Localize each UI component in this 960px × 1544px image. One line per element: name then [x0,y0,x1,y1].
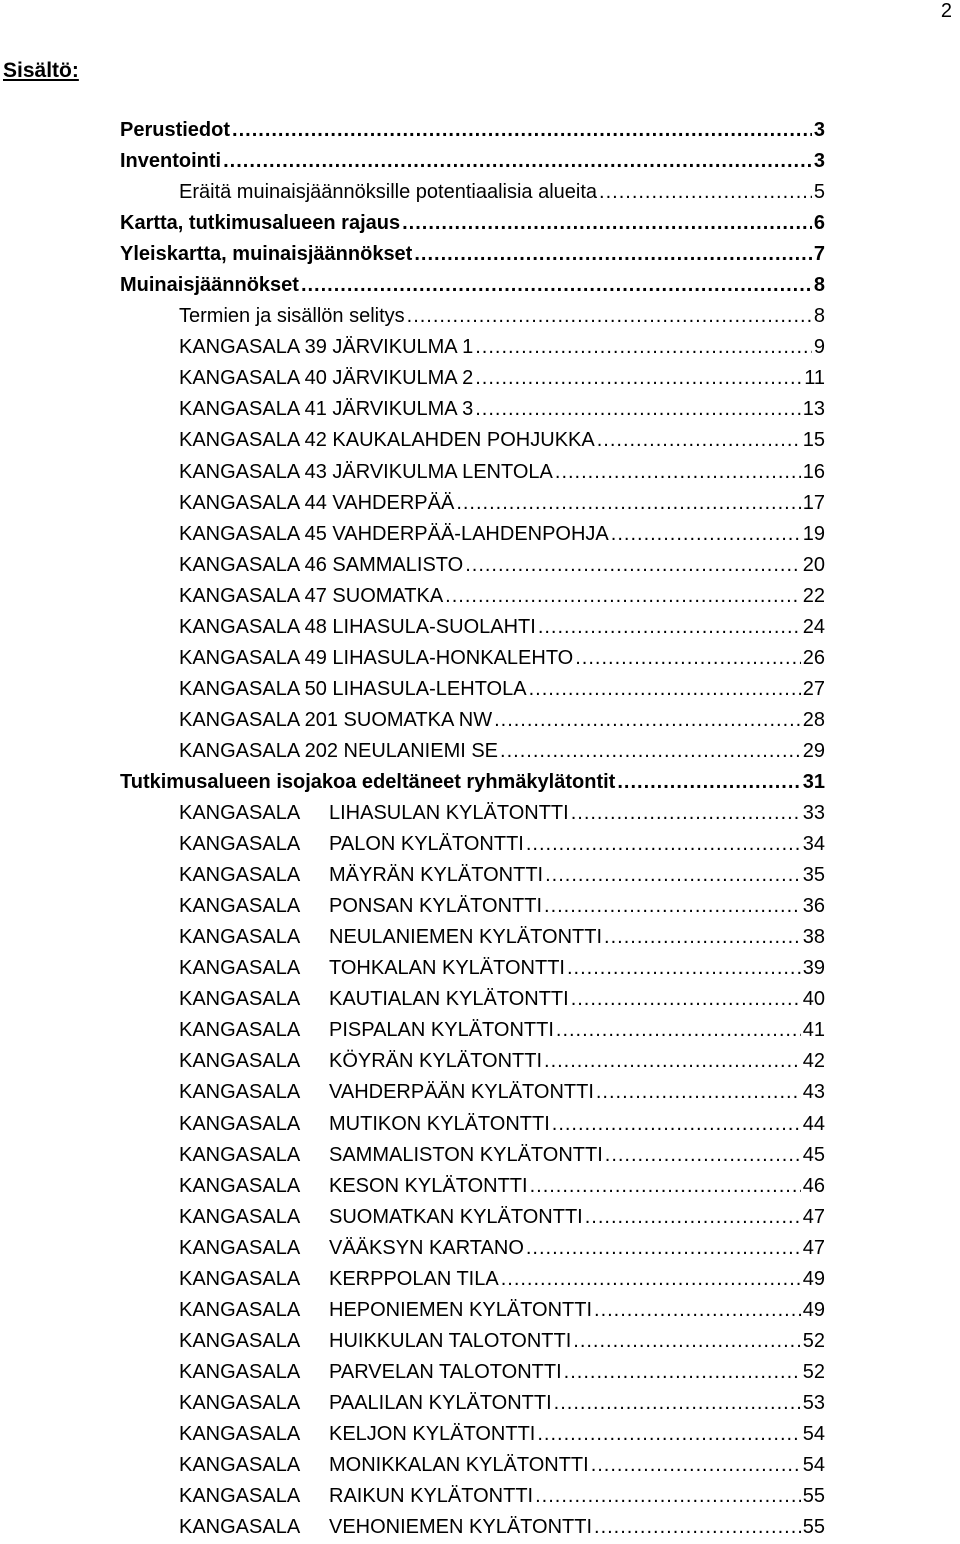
toc-entry[interactable] [0,1141,960,1172]
toc-entry[interactable] [0,364,960,395]
toc-entry-title [179,1141,603,1169]
toc-entry-page: 44 [802,1112,825,1135]
toc-entry-title: Muinaisjäännökset [120,274,299,297]
toc-entry-title [179,1016,554,1044]
toc-entry-title [179,1265,499,1293]
page-number: 2 [940,0,952,22]
toc-entry[interactable] [0,923,960,954]
toc-entry-title: KANGASALA 49 LIHASULA-HONKALEHTO [179,646,574,669]
toc-entry-title: KANGASALA 41 JÄRVIKULMA 3 [179,398,474,421]
toc-entry[interactable] [0,1513,960,1544]
toc-leader-dots [545,861,801,889]
toc-leader-dots [597,426,801,454]
toc-entry-title: KANGASALA 47 SUOMATKA [179,584,444,607]
toc-entry-page: 33 [802,802,825,825]
toc-leader-dots [604,923,801,951]
toc-entry-code: KANGASALA [179,1143,301,1166]
toc-entry[interactable] [0,1016,960,1047]
toc-entry[interactable] [0,799,960,830]
toc-entry-title: KANGASALA 202 NEULANIEMI SE [179,739,499,762]
toc-leader-dots [301,271,812,299]
toc-entry-page: 19 [802,522,825,545]
toc-entry-page: 28 [802,708,825,731]
toc-entry-title [179,1358,562,1386]
toc-entry-title: KANGASALA 40 JÄRVIKULMA 2 [179,367,474,390]
toc-entry-name: VEHONIEMEN KYLÄTONTTI [329,1516,593,1539]
toc-leader-dots [537,1420,800,1448]
toc-entry-name: NEULANIEMEN KYLÄTONTTI [329,926,603,949]
toc-entry-code: KANGASALA [179,1019,301,1042]
toc-entry[interactable] [0,706,960,737]
toc-entry-title [179,1110,550,1138]
toc-leader-dots [575,644,801,672]
toc-entry-page: 52 [802,1360,825,1383]
toc-leader-dots [554,1389,801,1417]
toc-entry[interactable] [0,1172,960,1203]
toc-entry-name: KÖYRÄN KYLÄTONTTI [329,1050,543,1073]
toc-leader-dots [605,1141,801,1169]
toc-entry-code: KANGASALA [179,895,301,918]
toc-leader-dots [556,1016,801,1044]
toc-entry-page: 53 [802,1391,825,1414]
toc-entry-page: 8 [813,274,825,297]
toc-entry[interactable] [0,395,960,426]
toc-leader-dots [571,799,801,827]
toc-entry-title [179,923,602,951]
toc-entry-page: 52 [802,1329,825,1352]
toc-entry-page: 13 [802,398,825,421]
table-of-contents [0,116,960,1544]
toc-entry-title: Perustiedot [120,119,231,141]
toc-entry[interactable] [0,1078,960,1109]
toc-entry[interactable] [0,1358,960,1389]
toc-heading: Sisältö: [3,59,79,82]
toc-entry-page: 11 [804,367,825,390]
toc-leader-dots [445,582,801,610]
toc-leader-dots [555,458,801,486]
toc-entry[interactable] [0,1389,960,1420]
toc-leader-dots [530,1172,801,1200]
toc-entry[interactable] [0,1296,960,1327]
toc-entry-name: PALON KYLÄTONTTI [329,833,524,856]
toc-entry-name: KAUTIALAN KYLÄTONTTI [329,988,569,1011]
toc-entry-page: 55 [802,1485,825,1508]
toc-entry-name: HUIKKULAN TALOTONTTI [329,1329,572,1352]
toc-entry-title: KANGASALA 43 JÄRVIKULMA LENTOLA [179,460,553,483]
toc-entry[interactable] [0,271,960,302]
toc-entry-code: KANGASALA [179,1391,301,1414]
toc-entry-page: 41 [802,1019,825,1042]
toc-entry-page: 5 [813,181,825,204]
toc-entry-page: 40 [802,988,825,1011]
toc-entry-page: 3 [813,150,825,173]
toc-entry-name: KERPPOLAN TILA [329,1267,499,1290]
toc-entry-page: 15 [802,429,825,452]
toc-entry-name: SUOMATKAN KYLÄTONTTI [329,1205,583,1228]
toc-entry-title [179,1482,533,1510]
toc-entry-code: KANGASALA [179,833,301,856]
toc-entry-name: SAMMALISTON KYLÄTONTTI [329,1143,603,1166]
toc-entry-page: 39 [802,957,825,980]
toc-entry-title [179,1389,552,1417]
toc-entry-page: 31 [802,770,825,793]
toc-entry-code: KANGASALA [179,1422,301,1445]
toc-entry-title: Termien ja sisällön selitys [179,305,405,328]
toc-entry[interactable] [0,147,960,178]
toc-entry-page: 22 [802,584,825,607]
toc-entry-page: 20 [802,553,825,576]
toc-entry[interactable] [0,830,960,861]
toc-entry-page: 17 [802,491,825,514]
toc-entry[interactable] [0,302,960,333]
toc-leader-dots [526,830,801,858]
toc-entry-name: PAALILAN KYLÄTONTTI [329,1391,552,1414]
toc-leader-dots [407,302,812,330]
toc-leader-dots [611,520,801,548]
toc-entry-title [179,830,524,858]
toc-entry-page: 8 [813,305,825,328]
toc-entry-page: 27 [802,677,825,700]
toc-entry-code: KANGASALA [179,957,301,980]
toc-entry-title: Eräitä muinaisjäännöksille potentiaalisia alueita [179,181,598,204]
toc-entry[interactable] [0,1451,960,1482]
toc-entry-page: 3 [813,119,825,141]
toc-entry[interactable] [0,954,960,985]
toc-entry-page: 36 [802,895,825,918]
toc-entry-title [179,1513,592,1541]
toc-entry-title [179,1296,592,1324]
toc-entry-page: 54 [802,1422,825,1445]
toc-entry-code: KANGASALA [179,1112,301,1135]
toc-entry[interactable] [0,1482,960,1513]
toc-entry[interactable] [0,1234,960,1265]
toc-entry-title: KANGASALA 48 LIHASULA-SUOLAHTI [179,615,536,638]
toc-entry-page: 54 [802,1454,825,1477]
toc-entry-page: 26 [802,646,825,669]
toc-entry-title: KANGASALA 46 SAMMALISTO [179,553,464,576]
toc-entry-code: KANGASALA [179,1236,301,1259]
toc-leader-dots [544,1047,801,1075]
toc-entry-name: LIHASULAN KYLÄTONTTI [329,802,569,825]
toc-leader-dots [564,1358,801,1386]
toc-entry-name: PARVELAN TALOTONTTI [329,1360,562,1383]
toc-entry-title: KANGASALA 45 VAHDERPÄÄ-LAHDENPOHJA [179,522,609,545]
toc-entry-title [179,1203,583,1231]
toc-entry-name: MUTIKON KYLÄTONTTI [329,1112,550,1135]
toc-entry-code: KANGASALA [179,1267,301,1290]
toc-entry-title: KANGASALA 44 VAHDERPÄÄ [179,491,455,514]
toc-entry-name: KESON KYLÄTONTTI [329,1174,528,1197]
toc-leader-dots [538,613,801,641]
toc-entry-page: 45 [802,1143,825,1166]
toc-entry-title: KANGASALA 42 KAUKALAHDEN POHJUKKA [179,429,595,452]
toc-entry[interactable] [0,458,960,489]
toc-entry-title [179,1078,594,1106]
toc-entry-name: PISPALAN KYLÄTONTTI [329,1019,554,1042]
toc-entry-title: Yleiskartta, muinaisjäännökset [120,243,413,266]
toc-entry-title [179,1327,571,1355]
toc-entry[interactable] [0,551,960,582]
toc-entry-code: KANGASALA [179,988,301,1011]
toc-entry[interactable] [0,613,960,644]
toc-entry-code: KANGASALA [179,864,301,887]
toc-entry[interactable] [0,892,960,923]
toc-leader-dots [501,1265,801,1293]
toc-leader-dots [585,1203,801,1231]
toc-entry-page: 7 [813,243,825,266]
toc-entry-code: KANGASALA [179,802,301,825]
toc-entry-code: KANGASALA [179,1050,301,1073]
toc-leader-dots [402,209,812,237]
toc-entry-page: 47 [802,1236,825,1259]
toc-entry-name: MONIKKALAN KYLÄTONTTI [329,1454,589,1477]
toc-entry-page: 47 [802,1205,825,1228]
toc-entry[interactable] [0,520,960,551]
toc-entry-page: 43 [802,1081,825,1104]
toc-entry-title [179,1234,524,1262]
toc-leader-dots [223,147,812,175]
toc-entry-name: VAHDERPÄÄN KYLÄTONTTI [329,1081,594,1104]
toc-entry[interactable] [0,116,960,147]
toc-entry-page: 29 [802,739,825,762]
toc-entry-code: KANGASALA [179,1454,301,1477]
toc-entry-title [179,861,543,889]
toc-entry-page: 16 [802,460,825,483]
toc-leader-dots [594,1513,801,1541]
toc-entry[interactable] [0,1203,960,1234]
toc-entry-code: KANGASALA [179,1081,301,1104]
toc-entry-code: KANGASALA [179,1360,301,1383]
toc-entry-name: RAIKUN KYLÄTONTTI [329,1485,534,1508]
toc-entry-page: 42 [802,1050,825,1073]
toc-entry-name: MÄYRÄN KYLÄTONTTI [329,864,544,887]
toc-leader-dots [500,737,801,765]
toc-entry-title: Inventointi [120,150,222,173]
toc-entry-page: 46 [802,1174,825,1197]
toc-leader-dots [617,768,800,796]
toc-entry[interactable] [0,675,960,706]
toc-entry-code: KANGASALA [179,1329,301,1352]
toc-entry-title: Kartta, tutkimusalueen rajaus [120,212,401,235]
toc-entry-code: KANGASALA [179,1205,301,1228]
toc-entry[interactable] [0,1047,960,1078]
toc-entry-name: TOHKALAN KYLÄTONTTI [329,957,565,980]
toc-leader-dots [456,489,800,517]
toc-leader-dots [573,1327,800,1355]
toc-entry-name: PONSAN KYLÄTONTTI [329,895,543,918]
toc-entry[interactable] [0,209,960,240]
toc-leader-dots [232,116,812,144]
toc-leader-dots [475,395,801,423]
toc-entry-code: KANGASALA [179,1516,301,1539]
toc-entry[interactable] [0,240,960,271]
toc-entry-title [179,1451,589,1479]
toc-leader-dots [414,240,812,268]
toc-leader-dots [529,675,801,703]
toc-entry[interactable] [0,1265,960,1296]
toc-entry[interactable] [0,178,960,209]
toc-leader-dots [475,364,802,392]
toc-entry-name: VÄÄKSYN KARTANO [329,1236,524,1259]
toc-entry-page: 49 [802,1267,825,1290]
toc-entry-page: 24 [802,615,825,638]
toc-entry-code: KANGASALA [179,926,301,949]
toc-entry-title [179,1172,528,1200]
toc-entry-name: KELJON KYLÄTONTTI [329,1422,536,1445]
toc-entry-title [179,954,565,982]
toc-leader-dots [594,1296,801,1324]
toc-entry[interactable] [0,737,960,768]
toc-entry[interactable] [0,426,960,457]
toc-leader-dots [591,1451,801,1479]
toc-leader-dots [544,892,801,920]
toc-entry-page: 55 [802,1516,825,1539]
toc-leader-dots [571,985,801,1013]
toc-entry-title: KANGASALA 50 LIHASULA-LEHTOLA [179,677,527,700]
toc-entry[interactable] [0,333,960,364]
toc-leader-dots [599,178,812,206]
toc-entry[interactable] [0,582,960,613]
toc-entry[interactable] [0,489,960,520]
toc-entry-title [179,892,542,920]
toc-entry-title [179,985,569,1013]
toc-entry-title [179,799,569,827]
toc-entry[interactable] [0,768,960,799]
toc-entry-page: 38 [802,926,825,949]
toc-entry-page: 9 [813,336,825,359]
toc-entry[interactable] [0,1110,960,1141]
toc-entry[interactable] [0,1420,960,1451]
toc-leader-dots [494,706,801,734]
toc-entry[interactable] [0,644,960,675]
toc-entry-code: KANGASALA [179,1174,301,1197]
toc-entry-page: 35 [802,864,825,887]
toc-entry[interactable] [0,985,960,1016]
toc-leader-dots [552,1110,801,1138]
toc-leader-dots [535,1482,801,1510]
toc-leader-dots [475,333,812,361]
toc-leader-dots [465,551,801,579]
toc-entry-title: Tutkimusalueen isojakoa edeltäneet ryhmäkylätontit [120,770,616,793]
toc-entry[interactable] [0,861,960,892]
toc-leader-dots [526,1234,801,1262]
toc-entry-title: KANGASALA 39 JÄRVIKULMA 1 [179,336,474,359]
toc-entry-title: KANGASALA 201 SUOMATKA NW [179,708,493,731]
toc-entry-page: 6 [813,212,825,235]
toc-entry-page: 34 [802,833,825,856]
toc-entry-name: HEPONIEMEN KYLÄTONTTI [329,1298,593,1321]
toc-entry-page: 49 [802,1298,825,1321]
toc-leader-dots [567,954,801,982]
toc-entry[interactable] [0,1327,960,1358]
toc-leader-dots [596,1078,801,1106]
toc-entry-title [179,1047,542,1075]
toc-entry-title [179,1420,535,1448]
toc-entry-code: KANGASALA [179,1485,301,1508]
toc-entry-code: KANGASALA [179,1298,301,1321]
